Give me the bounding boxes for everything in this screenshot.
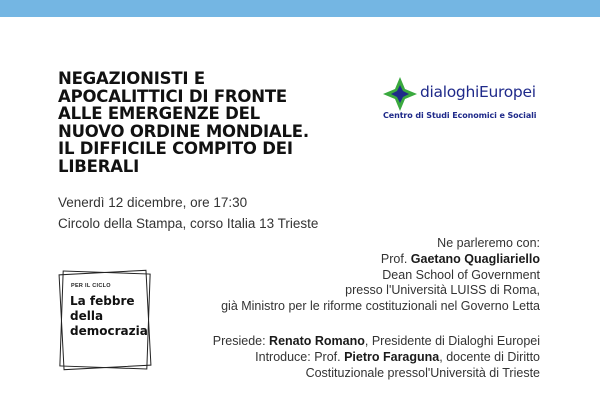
- title-line: NEGAZIONISTI E: [58, 69, 205, 88]
- introducer-line: [140, 350, 540, 366]
- speaker-former-role: già Ministro per le riforme costituzionali nel Governo Letta: [221, 299, 540, 314]
- introducer-name: Pietro Faraguna: [344, 349, 440, 364]
- speaker-line: [160, 252, 540, 268]
- speaker-affiliation: presso l'Università LUISS di Roma,: [345, 283, 540, 298]
- cycle-title-line: della: [70, 309, 104, 323]
- speaker-role: Dean School of Government: [382, 267, 540, 282]
- cycle-title: [70, 294, 148, 339]
- title-line: LIBERALI: [58, 156, 140, 176]
- speakers-block: [160, 236, 540, 315]
- chair-label: Presiede:: [212, 334, 270, 348]
- chair-role: , Presidente di Dialoghi Europei: [364, 334, 540, 348]
- speakers-intro: Ne parleremo con:: [437, 236, 540, 250]
- cycle-title-line: La febbre: [70, 294, 135, 308]
- chair-name: Renato Romano: [269, 334, 365, 348]
- logo-tagline: Centro di Studi Economici e Sociali: [383, 111, 537, 120]
- introducer-role-line: Costituzionale pressol'Università di Trieste: [305, 365, 540, 380]
- dialoghi-europei-logo: [378, 74, 548, 124]
- star-logo-icon: [380, 74, 420, 114]
- speaker-prefix: Prof.: [380, 251, 411, 266]
- event-date-time: Venerdì 12 dicembre, ore 17:30: [58, 195, 248, 210]
- cycle-badge: [57, 268, 155, 374]
- top-color-bar: [0, 0, 600, 17]
- title-line: APOCALITTICI DI FRONTE: [58, 86, 287, 106]
- chair-line: [140, 334, 540, 350]
- cycle-title-line: democrazia: [70, 324, 148, 338]
- title-line: ALLE EMERGENZE DEL: [58, 104, 260, 124]
- event-venue: Circolo della Stampa, corso Italia 13 Trieste: [58, 216, 319, 231]
- cycle-label: PER IL CICLO: [71, 283, 111, 289]
- speaker-name: Gaetano Quagliariello: [410, 251, 540, 266]
- title-line: NUOVO ORDINE MONDIALE.: [58, 121, 309, 141]
- title-line: IL DIFFICILE COMPITO DEI: [58, 139, 293, 159]
- logo-name: dialoghiEuropei: [420, 83, 536, 101]
- introducer-role: , docente di Diritto: [439, 349, 540, 364]
- event-title: [58, 70, 358, 176]
- moderators-block: [140, 334, 540, 381]
- introducer-label: Introduce: Prof.: [255, 349, 345, 364]
